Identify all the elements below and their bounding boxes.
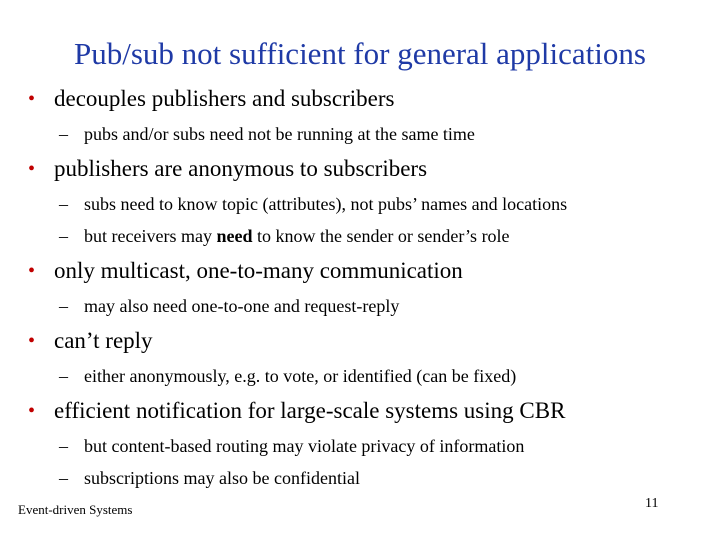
bullet-icon: • <box>28 88 36 110</box>
dash-icon: – <box>59 124 68 144</box>
bullet-item <box>28 326 708 356</box>
bullet-item <box>28 84 708 114</box>
bullet-text: publishers are anonymous to subscribers <box>54 156 428 181</box>
sub-list <box>59 430 708 494</box>
dash-icon: – <box>59 226 68 246</box>
dash-icon: – <box>59 468 68 488</box>
bullet-text: can’t reply <box>54 328 153 353</box>
dash-icon: – <box>59 436 68 456</box>
footer-course-name: Event-driven Systems <box>18 502 133 517</box>
bullet-text: decouples publishers and subscribers <box>54 86 395 111</box>
sub-item <box>59 430 708 462</box>
sub-list <box>59 118 708 150</box>
bullet-icon: • <box>28 260 36 282</box>
dash-icon: – <box>59 366 68 386</box>
dash-icon: – <box>59 296 68 316</box>
sub-text-emphasis: need <box>216 226 253 246</box>
sub-text: subscriptions may also be confidential <box>84 468 360 488</box>
bullet-list <box>28 84 708 494</box>
sub-item <box>59 118 708 150</box>
sub-list <box>59 188 708 252</box>
bullet-item <box>28 256 708 286</box>
bullet-text: only multicast, one-to-many communication <box>54 258 463 283</box>
sub-item <box>59 220 708 252</box>
sub-list <box>59 290 708 322</box>
bullet-item <box>28 396 708 426</box>
bullet-text: efficient notification for large-scale systems using CBR <box>54 398 566 423</box>
sub-text: pubs and/or subs need not be running at the same time <box>84 124 475 144</box>
sub-text: subs need to know topic (attributes), not pubs’ names and locations <box>84 194 568 214</box>
sub-text: but content-based routing may violate privacy of information <box>84 436 525 456</box>
bullet-item <box>28 154 708 184</box>
sub-text-post: to know the sender or sender’s role <box>252 226 510 246</box>
page-number: 11 <box>645 496 659 511</box>
sub-item <box>59 360 708 392</box>
slide-title: Pub/sub not sufficient for general applications <box>74 36 646 71</box>
sub-item <box>59 462 708 494</box>
bullet-icon: • <box>28 400 36 422</box>
sub-text: either anonymously, e.g. to vote, or identified (can be fixed) <box>84 366 517 386</box>
sub-text: may also need one-to-one and request-reply <box>84 296 400 316</box>
sub-item <box>59 188 708 220</box>
sub-list <box>59 360 708 392</box>
bullet-icon: • <box>28 330 36 352</box>
bullet-icon: • <box>28 158 36 180</box>
sub-text-pre: but receivers may <box>84 226 217 246</box>
dash-icon: – <box>59 194 68 214</box>
sub-item <box>59 290 708 322</box>
